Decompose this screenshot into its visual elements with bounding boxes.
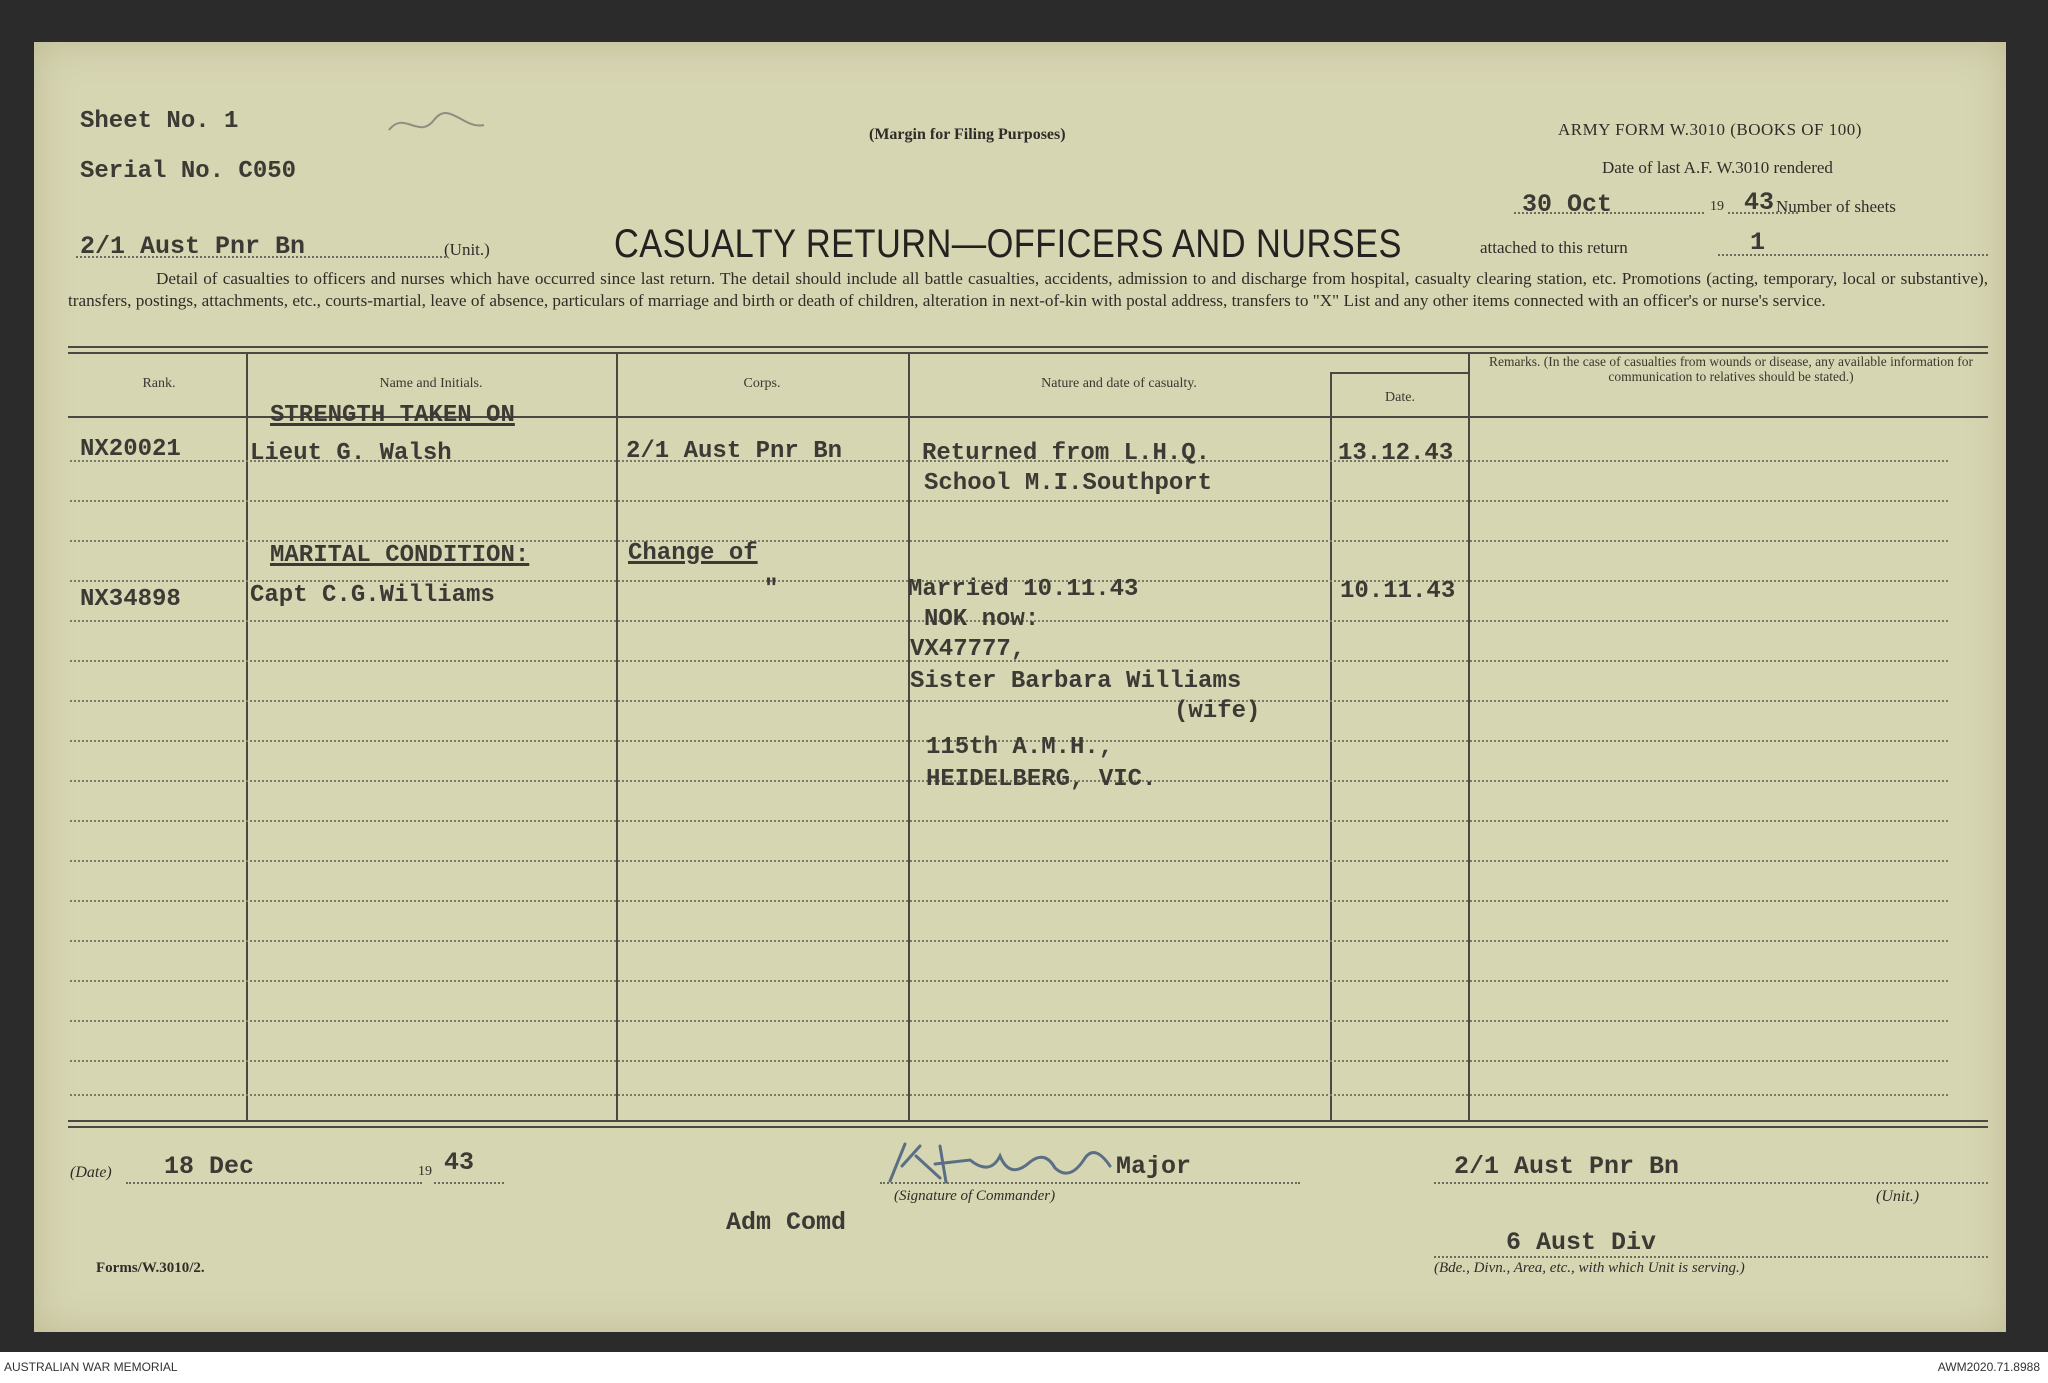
column-header-name: Name and Initials. [379, 376, 483, 391]
column-divider [246, 354, 248, 1120]
entry-corps-ditto: " [764, 576, 779, 603]
footer-date-label: (Date) [70, 1164, 112, 1181]
attached-label: attached to this return [1480, 238, 1628, 257]
entry-nature-line: School M.I.Southport [924, 470, 1213, 497]
margin-note: (Margin for Filing Purposes) [869, 126, 1066, 143]
section-heading-marital: MARITAL CONDITION: [270, 542, 530, 569]
entry-nature-line: HEIDELBERG, VIC. [926, 766, 1157, 793]
credit-left: AUSTRALIAN WAR MEMORIAL [4, 1360, 178, 1374]
number-of-sheets-label: Number of sheets [1776, 197, 1896, 216]
commander-signature-icon [880, 1136, 1150, 1196]
entry-nature-line: Sister Barbara Williams [910, 668, 1242, 695]
formation-value: 6 Aust Div [1506, 1228, 1657, 1257]
unit-value: 2/1 Aust Pnr Bn [80, 232, 306, 261]
army-form-number: ARMY FORM W.3010 (BOOKS OF 100) [1558, 120, 1862, 139]
unit-label: (Unit.) [444, 240, 490, 259]
footer-date-value: 18 Dec [164, 1152, 255, 1181]
entry-rank: NX20021 [80, 436, 181, 463]
column-header-nature: Nature and date of casualty. [1041, 376, 1197, 391]
year-prefix: 19 [1710, 199, 1724, 214]
form-sheet [34, 42, 2006, 1332]
sheet-number: Sheet No. 1 [80, 108, 239, 135]
column-divider [616, 354, 618, 1120]
column-header-corps: Corps. [743, 376, 781, 391]
footer-year-prefix: 19 [418, 1164, 432, 1179]
entry-nature-line: Married 10.11.43 [908, 576, 1139, 603]
formation-label: (Bde., Divn., Area, etc., with which Unit is serving.) [1434, 1260, 1745, 1276]
form-title: CASUALTY RETURN—OFFICERS AND NURSES [614, 222, 1402, 266]
pencil-scribble-icon [384, 100, 494, 150]
year-value: 43 [1744, 188, 1775, 217]
entry-nature-line: (wife) [1174, 698, 1261, 725]
entry-name: Capt C.G.Williams [250, 582, 495, 609]
entry-nature-line: VX47777, [910, 636, 1026, 663]
footer-year-value: 43 [444, 1148, 475, 1177]
column-divider [1468, 354, 1470, 1120]
entry-date: 13.12.43 [1338, 440, 1454, 467]
credit-strip [0, 1352, 2048, 1383]
instructions-text: Detail of casualties to officers and nurses which have occurred since last return. The detail should include all battle casualties, accidents, admission to and discharge from hospital, casualty clearing station, etc. Promotions (acting, temporary, local or substantive), transfers, postings, attachments, etc., courts-martial, leave of absence, particulars of marriage and birth or death of children, alteration in next-of-kin with postal address, transfers to "X" List and any other items connected with an officer's or nurse's service. [68, 269, 1988, 310]
date-last-rendered-label: Date of last A.F. W.3010 rendered [1602, 158, 1833, 177]
entry-rank: NX34898 [80, 586, 181, 613]
column-header-rank: Rank. [142, 376, 176, 391]
entry-corps: 2/1 Aust Pnr Bn [626, 438, 843, 465]
credit-right: AWM2020.71.8988 [1937, 1360, 2040, 1374]
column-header-remarks: Remarks. (In the case of casualties from wounds or disease, any available information for communication to relatives should be stated.) [1489, 354, 1973, 384]
serial-number: Serial No. C050 [80, 158, 297, 185]
entry-nature-line: 115th A.M.H., [926, 734, 1114, 761]
entry-nature-line: NOK now: [924, 606, 1040, 633]
adm-comd: Adm Comd [726, 1208, 847, 1237]
entry-date: 10.11.43 [1340, 578, 1456, 605]
date-last-value: 30 Oct [1522, 190, 1613, 219]
column-header-date: Date. [1385, 390, 1415, 405]
section-heading-suffix: Change of [628, 540, 758, 567]
column-divider [1330, 372, 1332, 1120]
table-top-rule [68, 346, 1988, 348]
column-divider [908, 354, 910, 1120]
footer-unit-value: 2/1 Aust Pnr Bn [1454, 1152, 1680, 1181]
entry-name: Lieut G. Walsh [250, 440, 452, 467]
footer-unit-label: (Unit.) [1876, 1188, 1920, 1205]
attached-value: 1 [1750, 228, 1766, 257]
forms-reference: Forms/W.3010/2. [96, 1260, 205, 1276]
table-bottom-rule [68, 1120, 1988, 1122]
section-heading-strength: STRENGTH TAKEN ON [270, 402, 515, 429]
signature-rank: Major [1116, 1152, 1192, 1181]
entry-nature-line: Returned from L.H.Q. [922, 440, 1211, 467]
signature-label: (Signature of Commander) [894, 1188, 1056, 1204]
